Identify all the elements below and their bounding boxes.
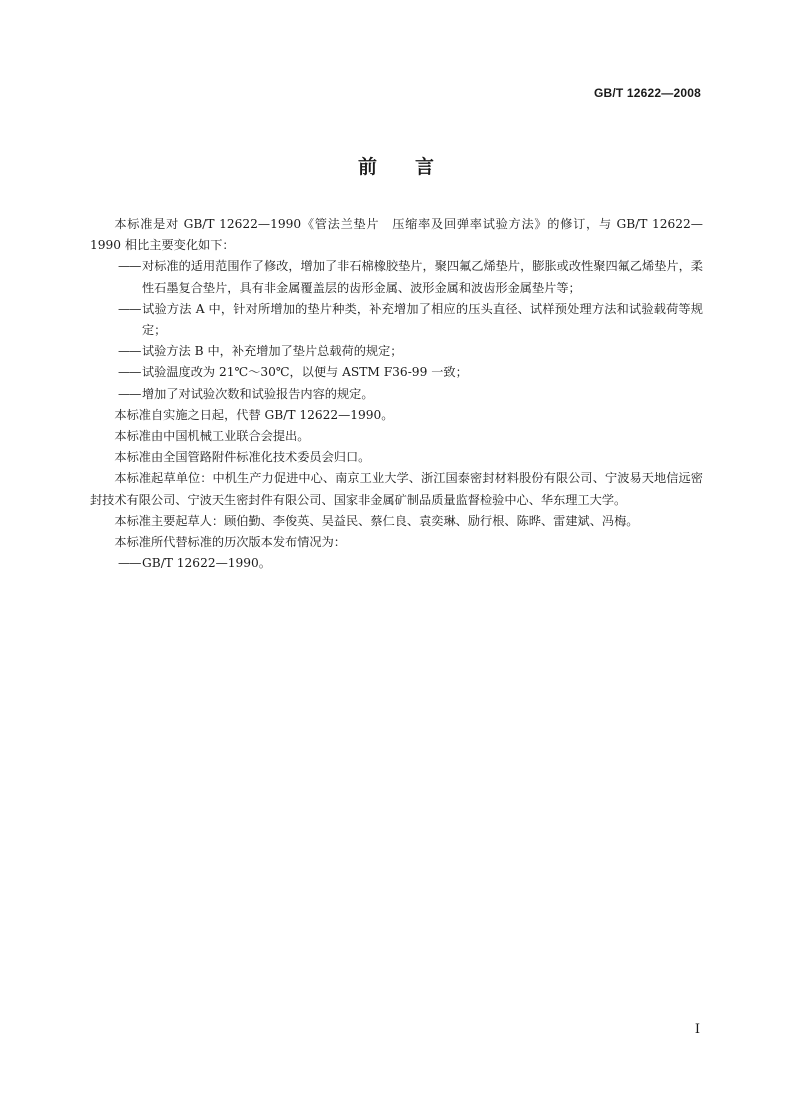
intro-paragraph: 本标准是对 GB/T 12622—1990《管法兰垫片 压缩率及回弹率试验方法》的修订，与 GB/T 12622—1990 相比主要变化如下： bbox=[90, 217, 703, 253]
change-item bbox=[90, 341, 703, 362]
standard-code: GB/T 12622—2008 bbox=[593, 86, 701, 100]
previous-version-text: GB/T 12622—1990。 bbox=[142, 556, 271, 571]
change-text: 试验温度改为 21℃～30℃，以便与 ASTM F36-99 一致； bbox=[142, 365, 468, 380]
change-item bbox=[90, 384, 703, 405]
dash-mark: —— bbox=[118, 344, 141, 359]
change-text: 增加了对试验次数和试验报告内容的规定。 bbox=[142, 386, 374, 401]
dash-mark: —— bbox=[118, 386, 141, 401]
previous-version-item bbox=[90, 553, 703, 574]
change-text: 试验方法 A 中，针对所增加的垫片种类，补充增加了相应的压头直径、试样预处理方法和试验载荷等规定； bbox=[142, 301, 703, 338]
dash-mark: —— bbox=[118, 556, 141, 571]
replacement-paragraph: 本标准自实施之日起，代替 GB/T 12622—1990。 bbox=[114, 407, 394, 422]
drafting-units-paragraph: 本标准起草单位：中机生产力促进中心、南京工业大学、浙江国泰密封材料股份有限公司、宁波易天地信远密封技术有限公司、宁波天生密封件有限公司、国家非金属矿制品质量监督检验中心、华东理工大学。 bbox=[90, 471, 703, 507]
foreword-body bbox=[90, 214, 703, 574]
page-number: I bbox=[694, 1022, 700, 1037]
drafters-paragraph: 本标准主要起草人：顾伯勤、李俊英、吴益民、蔡仁良、袁奕琳、励行根、陈晔、雷建斌、冯梅。 bbox=[114, 513, 639, 528]
proposer-paragraph: 本标准由中国机械工业联合会提出。 bbox=[114, 429, 310, 444]
dash-mark: —— bbox=[118, 259, 141, 274]
change-text: 试验方法 B 中，补充增加了垫片总载荷的规定； bbox=[142, 344, 403, 359]
change-item bbox=[90, 299, 703, 341]
dash-mark: —— bbox=[118, 301, 141, 316]
change-text: 对标准的适用范围作了修改，增加了非石棉橡胶垫片，聚四氟乙烯垫片，膨胀或改性聚四氟乙烯垫片，柔性石墨复合垫片，具有非金属覆盖层的齿形金属、波形金属和波齿形金属垫片等； bbox=[142, 259, 703, 295]
change-item bbox=[90, 362, 703, 383]
change-item bbox=[90, 256, 703, 298]
page-title: 前言 bbox=[357, 156, 472, 178]
history-paragraph: 本标准所代替标准的历次版本发布情况为： bbox=[114, 535, 346, 550]
committee-paragraph: 本标准由全国管路附件标准化技术委员会归口。 bbox=[114, 450, 371, 465]
dash-mark: —— bbox=[118, 365, 141, 380]
